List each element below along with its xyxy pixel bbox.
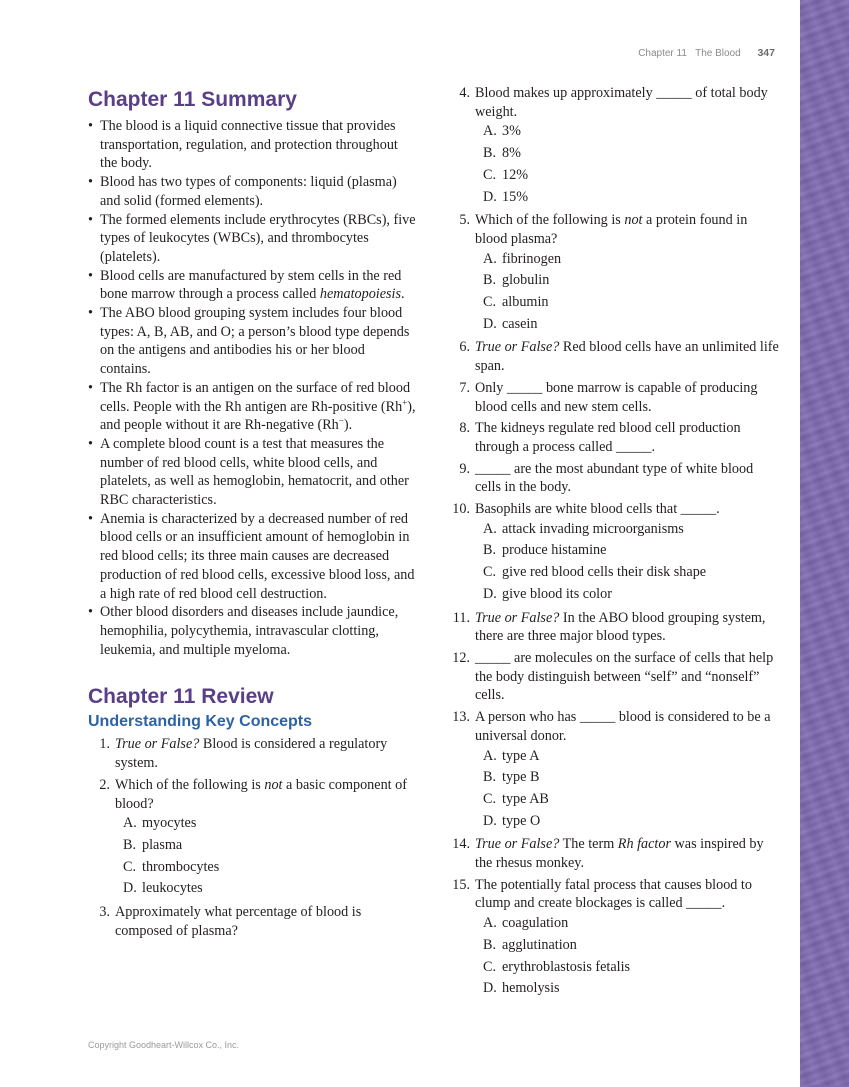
answer-option [475, 519, 780, 541]
answer-option [115, 835, 418, 857]
question-item [448, 835, 780, 872]
superscript-sign: − [338, 415, 344, 426]
question-stem: The kidneys regulate red blood cell production through a process called _____. [475, 420, 741, 455]
page-number: 347 [757, 47, 775, 59]
question-item [448, 419, 780, 456]
question-item [88, 735, 418, 772]
option-text: attack invading microorganisms [502, 520, 684, 537]
question-item [448, 211, 780, 335]
answer-option [115, 813, 418, 835]
question-text [115, 777, 407, 812]
question-text [475, 339, 779, 374]
question-text [115, 904, 361, 939]
option-letter: A. [123, 815, 137, 832]
question-item [448, 876, 780, 1000]
summary-bullet [88, 304, 418, 379]
true-false-label: True or False? [115, 736, 200, 753]
answer-option [475, 187, 780, 209]
answer-option [475, 121, 780, 143]
option-text: produce histamine [502, 542, 607, 559]
question-number: 1. [99, 736, 110, 753]
answer-option [475, 165, 780, 187]
question-item [448, 500, 780, 606]
answer-options [475, 746, 780, 833]
summary-bullet [88, 510, 418, 604]
question-number: 9. [459, 460, 470, 477]
summary-bullet [88, 435, 418, 510]
option-text: fibrinogen [502, 250, 562, 267]
review-heading [88, 683, 418, 710]
question-number: 4. [459, 85, 470, 101]
question-number: 2. [99, 776, 110, 793]
summary-text: ), and people without it are Rh-negative (Rh [100, 398, 416, 434]
true-false-label: True or False? [475, 836, 560, 853]
answer-options [475, 519, 780, 606]
question-number: 5. [459, 212, 470, 229]
answer-option [475, 314, 780, 336]
option-letter: A. [483, 520, 497, 537]
question-text [475, 461, 753, 496]
question-number: 8. [459, 420, 470, 437]
option-text: 15% [502, 188, 529, 205]
option-letter: D. [483, 585, 497, 602]
summary-bullet [88, 379, 418, 435]
question-text [475, 709, 771, 744]
question-stem: Red blood cells have an unlimited life span. [475, 339, 779, 375]
option-letter: B. [483, 936, 497, 953]
question-emphasis: Rh factor [617, 836, 671, 853]
option-letter: B. [483, 769, 497, 786]
option-letter: C. [483, 958, 497, 975]
option-text: thrombocytes [142, 858, 220, 875]
true-false-label: True or False? [475, 339, 560, 356]
answer-option [115, 878, 418, 900]
option-text: type AB [502, 790, 549, 807]
summary-text: The blood is a liquid connective tissue that provides transportation, regulation, and protection throughout the body. [100, 118, 398, 172]
option-letter: A. [483, 123, 497, 140]
question-stem: A person who has _____ blood is considered to be a universal donor. [475, 709, 771, 744]
summary-text: The ABO blood grouping system includes four blood types: A, B, AB, and O; a person’s blood type depends on the antigens and antibodies his or her blood contains. [100, 305, 410, 378]
summary-text: Blood has two types of components: liquid (plasma) and solid (formed elements). [100, 174, 397, 209]
answer-option [475, 584, 780, 606]
option-letter: D. [483, 188, 497, 205]
answer-option [475, 935, 780, 957]
summary-bullet [88, 603, 418, 659]
option-letter: C. [483, 166, 497, 183]
answer-option [475, 292, 780, 314]
review-subheading: Understanding Key Concepts [88, 713, 313, 731]
question-item [448, 338, 780, 375]
option-letter: D. [483, 812, 497, 829]
option-letter: B. [483, 145, 497, 162]
question-item [448, 649, 780, 705]
question-text [115, 736, 387, 771]
question-stem: Blood is considered a regulatory system. [115, 736, 388, 772]
summary-bullet [88, 117, 418, 173]
answer-option [475, 746, 780, 768]
question-stem: _____ are the most abundant type of white blood cells in the body. [475, 460, 754, 496]
question-stem: Basophils are white blood cells that _____. [475, 501, 720, 518]
question-text [475, 501, 720, 517]
question-number: 13. [452, 709, 470, 726]
right-column [448, 84, 780, 1003]
option-letter: B. [123, 836, 137, 853]
option-letter: D. [123, 880, 137, 897]
question-number: 12. [452, 649, 470, 666]
summary-heading [88, 86, 418, 113]
question-stem: Which of the following is [115, 776, 265, 793]
option-text: albumin [502, 294, 549, 311]
answer-option [475, 978, 780, 1000]
question-emphasis: not [624, 212, 643, 229]
summary-text: Blood cells are manufactured by stem cells in the red bone marrow through a process called [100, 267, 402, 303]
question-number: 7. [459, 379, 470, 396]
question-item [448, 460, 780, 497]
option-text: type O [502, 812, 541, 829]
question-stem: Only _____ bone marrow is capable of producing blood cells and new stem cells. [475, 379, 758, 415]
answer-option [475, 913, 780, 935]
option-text: 12% [502, 166, 529, 183]
summary-text: A complete blood count is a test that measures the number of red blood cells, white blood cells, and platelets, as well as hemoglobin, hematocrit, and other RBC characteristics. [100, 435, 409, 509]
option-text: type A [502, 747, 540, 764]
option-text: globulin [502, 272, 550, 289]
question-stem: Blood makes up approximately _____ of total body weight. [475, 85, 768, 120]
option-text: myocytes [142, 815, 197, 832]
answer-options [475, 121, 780, 208]
question-item [448, 84, 780, 208]
summary-term: hematopoiesis [319, 286, 402, 303]
option-letter: D. [483, 315, 497, 332]
answer-options [475, 249, 780, 336]
question-number: 10. [452, 501, 470, 518]
option-text: agglutination [502, 936, 577, 953]
option-letter: B. [483, 272, 497, 289]
summary-heading-chapter: Chapter 11 [88, 88, 196, 111]
header-chapter: Chapter 11 [638, 48, 687, 59]
question-list-right [448, 84, 780, 1000]
header-section: The Blood [695, 48, 741, 59]
answer-option [475, 562, 780, 584]
copyright-footer: Copyright Goodheart-Willcox Co., Inc. [88, 1040, 240, 1050]
option-text: 8% [502, 145, 521, 162]
option-text: coagulation [502, 915, 569, 932]
option-letter: D. [483, 980, 497, 997]
option-text: casein [502, 315, 538, 332]
question-text [475, 420, 741, 455]
true-false-label: True or False? [475, 609, 560, 626]
option-letter: C. [483, 564, 497, 581]
option-text: leukocytes [142, 880, 203, 897]
side-band-texture [800, 0, 849, 1087]
question-stem: _____ are molecules on the surface of cells that help the body distinguish between “self” and “nonself” cells. [475, 649, 774, 704]
answer-option [475, 540, 780, 562]
question-number: 11. [452, 609, 470, 626]
question-stem: a basic component of blood? [115, 776, 407, 812]
question-text [475, 212, 747, 247]
review-heading-label: Review [195, 685, 274, 709]
answer-option [475, 957, 780, 979]
option-letter: A. [483, 915, 497, 932]
question-stem: The potentially fatal process that causes blood to clump and create blockages is called _____. [475, 876, 752, 912]
question-item [88, 903, 418, 940]
question-stem: was inspired by the rhesus monkey. [475, 836, 764, 872]
question-text [475, 836, 764, 871]
question-text [475, 650, 773, 703]
summary-text: Other blood disorders and diseases include jaundice, hemophilia, polycythemia, intravascular clotting, leukemia, and multiple myeloma. [100, 604, 399, 658]
option-letter: C. [483, 790, 497, 807]
question-text [475, 85, 768, 120]
question-item [448, 379, 780, 416]
question-number: 6. [459, 339, 470, 356]
option-text: type B [502, 769, 540, 786]
question-number: 15. [452, 876, 470, 893]
summary-text: Anemia is characterized by a decreased number of red blood cells or an insufficient amount of hemoglobin in red blood cells; its three main causes are decreased production of red blood cells, excessive blood loss, and a high rate of red blood cell destruction. [100, 510, 415, 602]
option-letter: A. [483, 747, 497, 764]
question-item [448, 708, 780, 832]
answer-option [475, 767, 780, 789]
question-stem: In the ABO blood grouping system, there are three major blood types. [475, 609, 766, 645]
review-section [88, 683, 418, 940]
answer-option [475, 811, 780, 833]
answer-option [115, 857, 418, 879]
question-stem: Which of the following is [475, 212, 625, 229]
answer-options [475, 913, 780, 1000]
answer-option [475, 270, 780, 292]
option-text: give red blood cells their disk shape [502, 564, 707, 581]
option-text: 3% [502, 123, 521, 140]
answer-option [475, 789, 780, 811]
summary-bullet [88, 267, 418, 304]
question-stem: The term [559, 836, 618, 853]
answer-options [115, 813, 418, 900]
answer-option [475, 249, 780, 271]
option-text: hemolysis [502, 980, 560, 997]
question-list-left [88, 735, 418, 940]
running-header [638, 47, 775, 59]
question-number: 14. [452, 836, 470, 853]
question-text [475, 877, 752, 912]
summary-text: The Rh factor is an antigen on the surface of red blood cells. People with the Rh antigen are Rh-positive (Rh [100, 379, 411, 415]
left-column [88, 86, 418, 943]
summary-bullet [88, 211, 418, 267]
summary-text: . [401, 286, 405, 303]
summary-list [88, 117, 418, 659]
superscript-sign: + [402, 396, 408, 407]
option-text: plasma [142, 836, 183, 853]
option-letter: C. [123, 858, 137, 875]
question-stem: Approximately what percentage of blood is composed of plasma? [115, 904, 362, 939]
option-letter: C. [483, 294, 497, 311]
question-emphasis: not [264, 776, 283, 793]
question-item [448, 609, 780, 646]
option-text: erythroblastosis fetalis [502, 958, 631, 975]
summary-text: ). [343, 417, 353, 434]
option-letter: B. [483, 542, 497, 559]
question-number: 3. [99, 904, 110, 921]
review-heading-chapter: Chapter 11 [88, 685, 196, 709]
question-stem: a protein found in blood plasma? [475, 212, 748, 247]
answer-option [475, 143, 780, 165]
summary-text: The formed elements include erythrocytes (RBCs), five types of leukocytes (WBCs), and thrombocytes (platelets). [100, 211, 416, 265]
question-text [475, 610, 765, 645]
summary-bullet [88, 173, 418, 210]
summary-heading-label: Summary [195, 88, 297, 111]
option-letter: A. [483, 250, 497, 267]
option-text: give blood its color [502, 585, 612, 602]
question-text [475, 380, 758, 415]
question-item [88, 776, 418, 900]
